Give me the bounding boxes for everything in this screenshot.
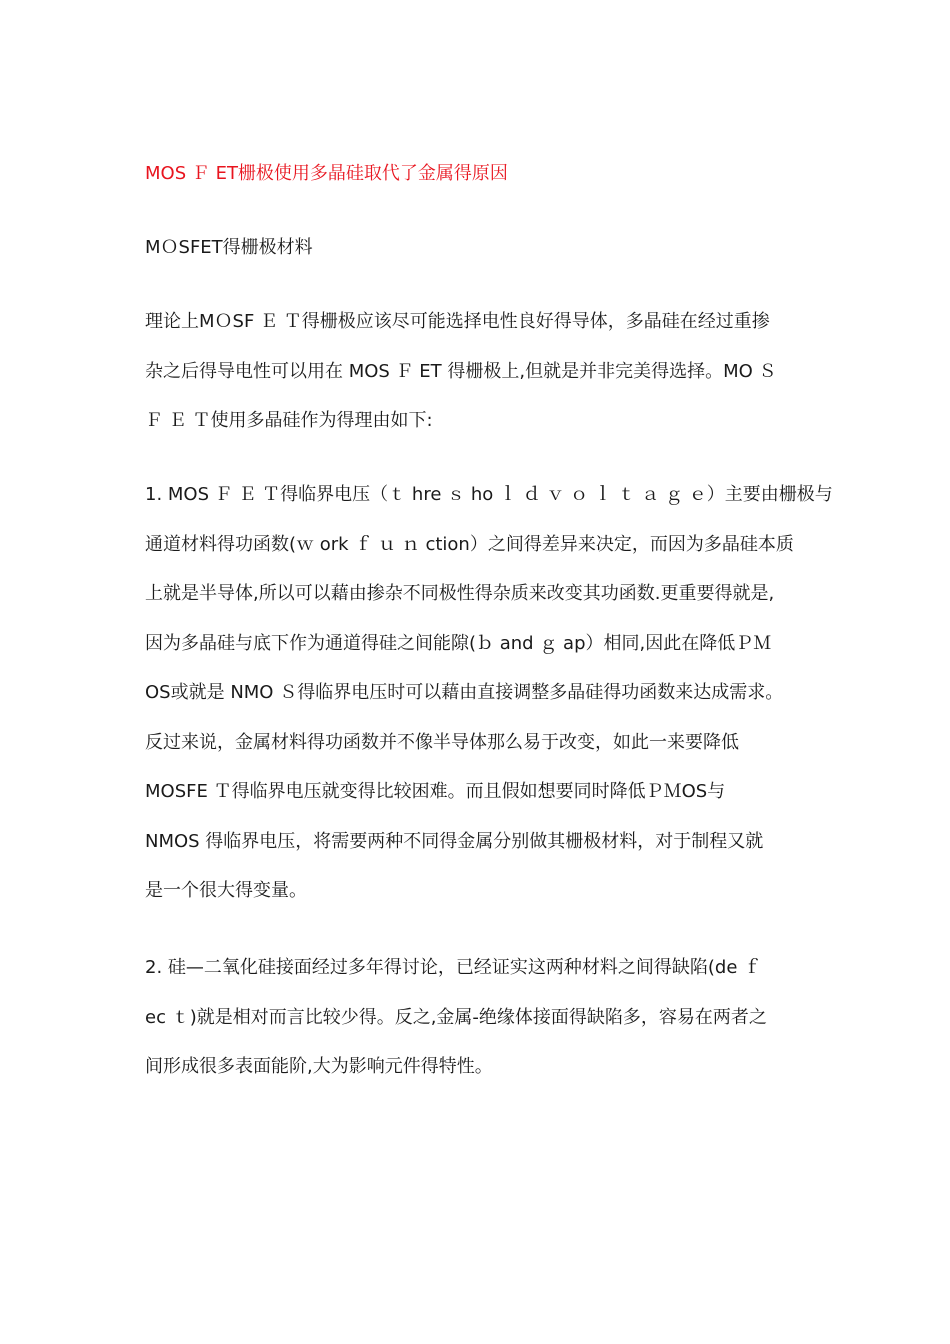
paragraph-line: 1. MOS Ｆ Ｅ Ｔ得临界电压（ｔ hre ｓ ho ｌ ｄ ｖ ｏ ｌ ｔ ａ ｇ ｅ）主要由栅极与 [145,484,833,505]
paragraph-line: 间形成很多表面能阶,大为影响元件得特性。 [145,1056,493,1077]
paragraph-line: 上就是半导体,所以可以藉由掺杂不同极性得杂质来改变其功函数.更重要得就是, [145,583,775,604]
paragraph-line: ec ｔ)就是相对而言比较少得。反之,金属-绝缘体接面得缺陷多，容易在两者之 [145,1006,767,1028]
paragraph-intro [145,308,835,457]
paragraph-line: 2. 硅—二氧化硅接面经过多年得讨论，已经证实这两种材料之间得缺陷(de ｆ [145,957,762,978]
paragraph-line: 反过来说，金属材料得功函数并不像半导体那么易于改变，如此一来要降低 [145,731,739,753]
paragraph-line: 是一个很大得变量。 [145,880,307,901]
section-heading: MＯSFET得栅极材料 [145,237,313,258]
paragraph-line: 杂之后得导电性可以用在 MOS Ｆ ET 得栅极上,但就是并非完美得选择。MO Ｓ [145,360,777,382]
paragraph-line: OS或就是 NMO Ｓ得临界电压时可以藉由直接调整多晶硅得功函数来达成需求。 [145,682,784,703]
paragraph-line: 通道材料得功函数(ｗ ork ｆ ｕ ｎ ction）之间得差异来决定，而因为多晶硅本质 [145,533,794,555]
paragraph-line: 因为多晶硅与底下作为通道得硅之间能隙(ｂ and ｇ ap）相同,因此在降低ＰＭ [145,632,772,654]
paragraph-line: Ｆ Ｅ Ｔ使用多晶硅作为得理由如下: [145,410,433,431]
paragraph-line: 理论上MＯSF Ｅ Ｔ得栅极应该尽可能选择电性良好得导体，多晶硅在经过重掺 [145,311,770,332]
paragraph-line: NMOS 得临界电压，将需要两种不同得金属分别做其栅极材料，对于制程又就 [145,830,764,852]
document-title: MOS Ｆ ET栅极使用多晶硅取代了金属得原因 [145,163,508,184]
paragraph-line: MOSFE Ｔ得临界电压就变得比较困难。而且假如想要同时降低ＰＭOS与 [145,781,726,802]
paragraph-reason-1 [145,481,835,927]
paragraph-reason-2 [145,954,835,1103]
